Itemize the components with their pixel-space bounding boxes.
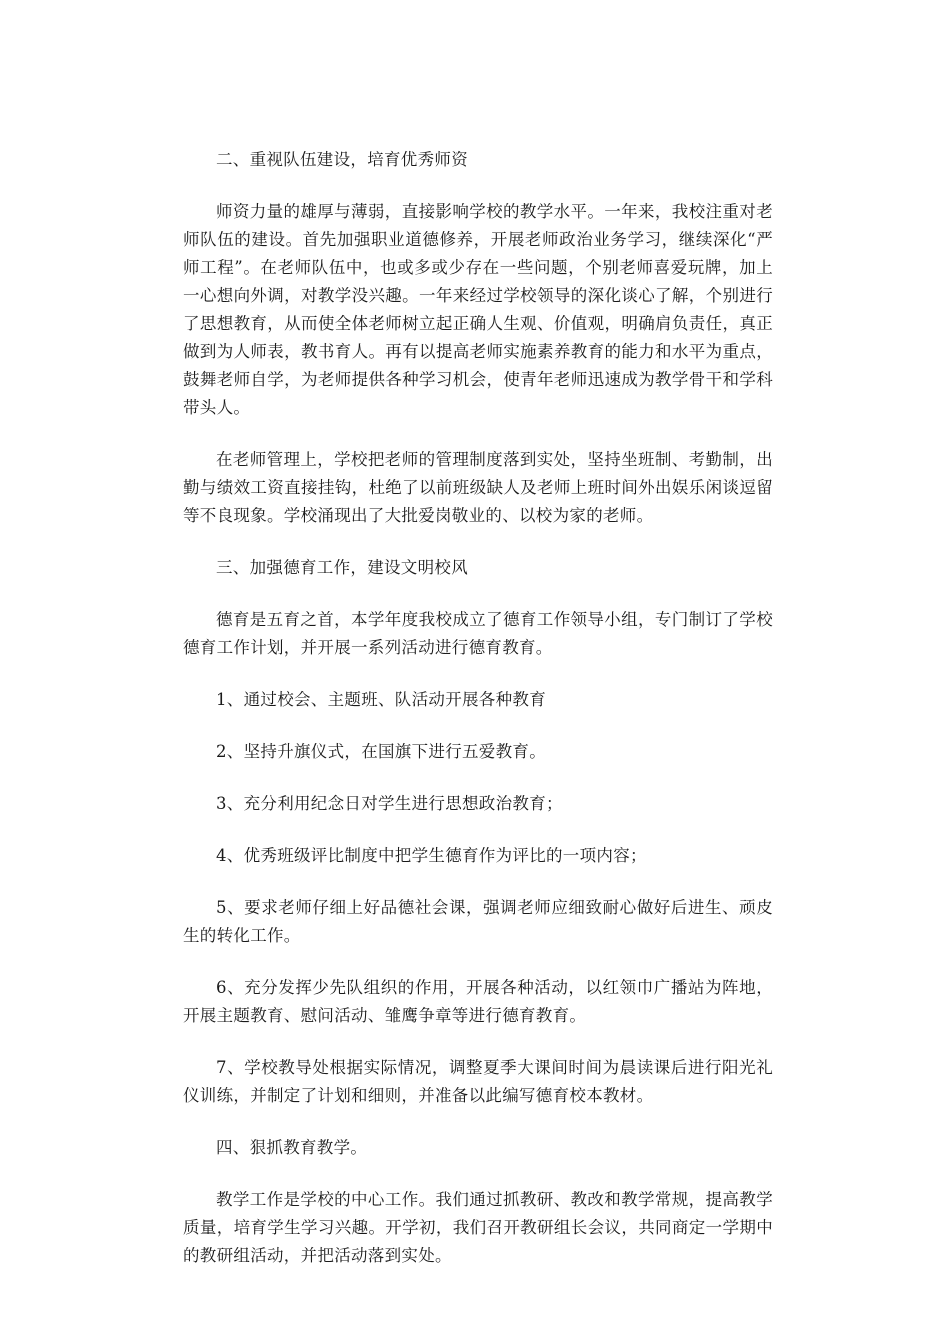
section-heading-team-building: 二、重视队伍建设，培育优秀师资 [216, 150, 468, 169]
list-item-7: 7、学校教导处根据实际情况，调整夏季大课间时间为晨读课后进行阳光礼仪训练，并制定了计划和细则，并准备以此编写德育校本教材。 [183, 1058, 773, 1105]
section-heading-teaching: 四、狠抓教育教学。 [216, 1138, 368, 1157]
list-item-4: 4、优秀班级评比制度中把学生德育作为评比的一项内容； [216, 846, 647, 865]
list-item-6: 6、充分发挥少先队组织的作用，开展各种活动，以红领巾广播站为阵地，开展主题教育、慰问活动、雏鹰争章等进行德育教育。 [183, 978, 773, 1025]
paragraph-moral-education-intro: 德育是五育之首，本学年度我校成立了德育工作领导小组，专门制订了学校德育工作计划，并开展一系列活动进行德育教育。 [183, 610, 773, 657]
list-item-3: 3、充分利用纪念日对学生进行思想政治教育； [216, 794, 563, 813]
list-item-1: 1、通过校会、主题班、队活动开展各种教育 [216, 690, 546, 709]
section-heading-moral-education: 三、加强德育工作，建设文明校风 [216, 558, 468, 577]
list-item-2: 2、坚持升旗仪式，在国旗下进行五爱教育。 [216, 742, 546, 761]
paragraph-teacher-management: 在老师管理上，学校把老师的管理制度落到实处，坚持坐班制、考勤制，出勤与绩效工资直接挂钩，杜绝了以前班级缺人及老师上班时间外出娱乐闲谈逗留等不良现象。学校涌现出了大批爱岗敬业的、以校为家的老师。 [183, 450, 773, 525]
document-body [183, 146, 773, 1294]
paragraph-teacher-strength: 师资力量的雄厚与薄弱，直接影响学校的教学水平。一年来，我校注重对老师队伍的建设。首先加强职业道德修养，开展老师政治业务学习，继续深化“严师工程”。在老师队伍中，也或多或少存在一些问题，个别老师喜爱玩牌，加上一心想向外调，对教学没兴趣。一年来经过学校领导的深化谈心了解，个别进行了思想教育，从而使全体老师树立起正确人生观、价值观，明确肩负责任，真正做到为人师表，教书育人。再有以提高老师实施素养教育的能力和水平为重点，鼓舞老师自学，为老师提供各种学习机会，使青年老师迅速成为教学骨干和学科带头人。 [183, 202, 773, 417]
list-item-5: 5、要求老师仔细上好品德社会课，强调老师应细致耐心做好后进生、顽皮生的转化工作。 [183, 898, 773, 945]
paragraph-teaching-work: 教学工作是学校的中心工作。我们通过抓教研、教改和教学常规，提高教学质量，培育学生学习兴趣。开学初，我们召开教研组长会议，共同商定一学期中的教研组活动，并把活动落到实处。 [183, 1190, 773, 1265]
